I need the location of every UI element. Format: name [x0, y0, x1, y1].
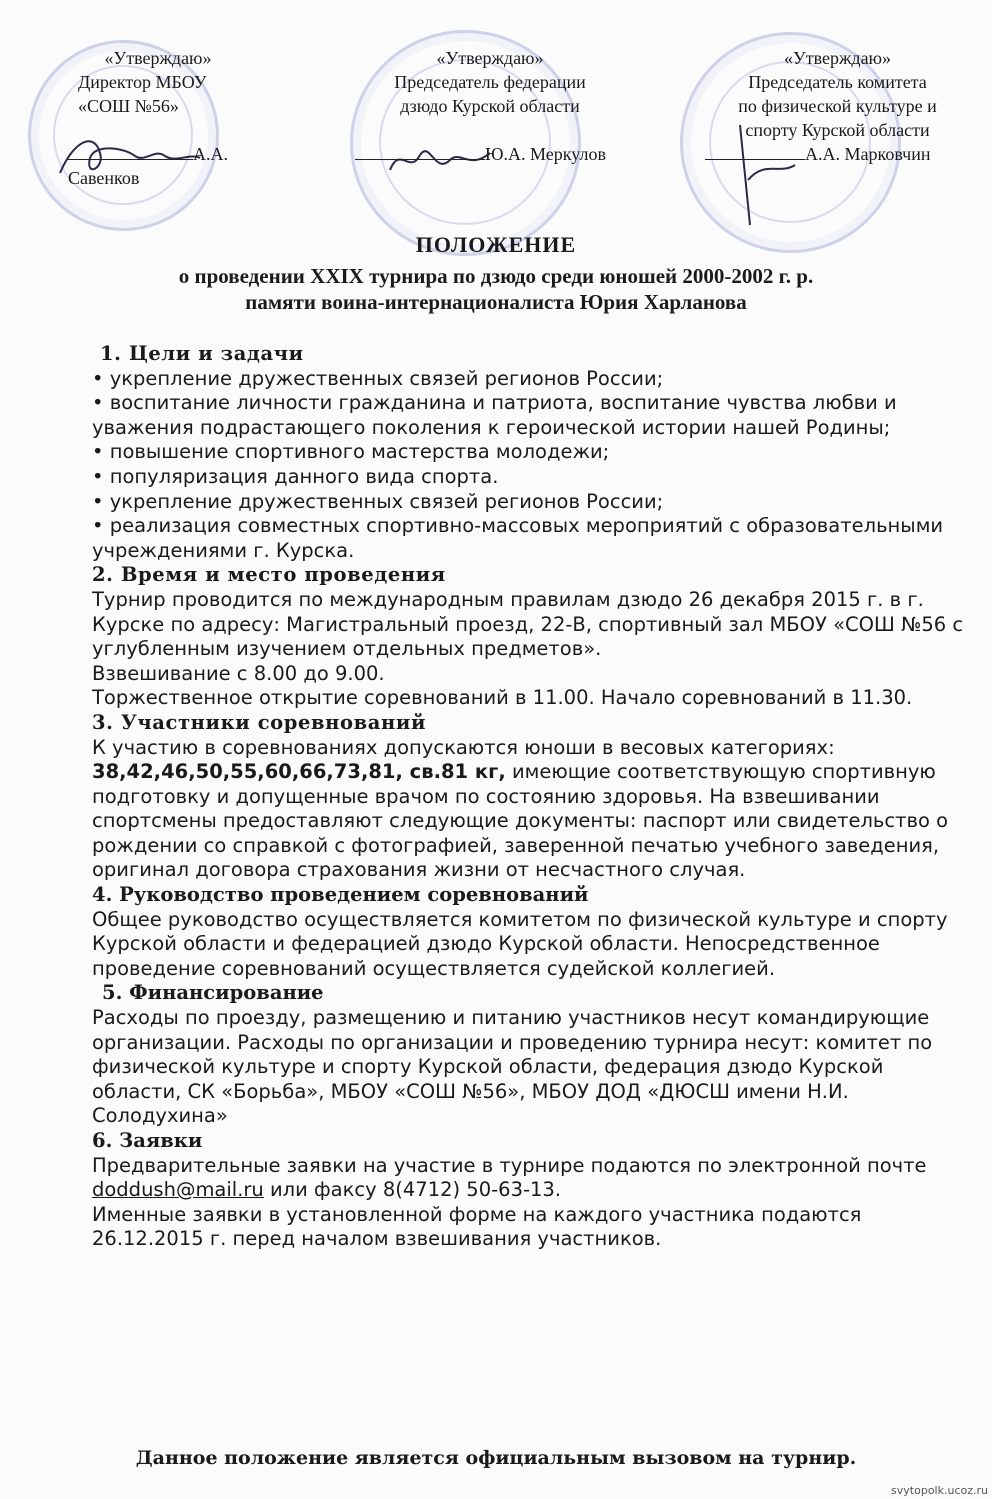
- document-subtitle-2: памяти воина-интернационалиста Юрия Харланова: [245, 290, 747, 314]
- list-item: • повышение спортивного мастерства молодежи;: [92, 440, 972, 465]
- list-item: • реализация совместных спортивно-массовых мероприятий с образовательными учреждениями г. Курска.: [92, 514, 972, 563]
- document-body: [92, 342, 972, 1252]
- list-item: • укрепление дружественных связей регионов России;: [92, 367, 972, 392]
- approval-word: «Утверждаю»: [783, 48, 892, 68]
- document-subtitle: о проведении XXIX турнира по дзюдо среди юношей 2000-2002 г. р.: [178, 264, 814, 288]
- approval-signer: А.А. Савенков: [68, 144, 228, 188]
- text-span: имеющие соответствующую спортивную подготовку и допущенные врачом по состоянию здоровья. На взвешивании спортсмены предоставляют следующие документы: паспорт или свидетельство о рождении со справкой с фотографией, заверенной печатью учебного заведения, оригинал договора страхования жизни от несчастного случая.: [92, 760, 949, 882]
- text-span: Предварительные заявки на участие в турнире подаются по электронной почте: [92, 1153, 927, 1177]
- approval-position: Председатель комитета: [748, 72, 927, 92]
- site-watermark: svytopolk.ucoz.ru: [891, 1484, 988, 1497]
- list-item: • укрепление дружественных связей регионов России;: [92, 490, 972, 515]
- paragraph: Общее руководство осуществляется комитетом по физической культуре и спорту Курской области и федерацией дзюдо Курской области. Непосредственное проведение соревнований осуществляется судейской коллегией.: [92, 907, 948, 980]
- approval-org-2: спорту Курской области: [745, 120, 930, 140]
- approval-org: «СОШ №56»: [78, 96, 179, 116]
- approval-org: по физической культуре и: [738, 96, 937, 116]
- section-heading-participants: 3. Участники соревнований: [92, 710, 427, 734]
- paragraph: [92, 1154, 972, 1203]
- list-item: • воспитание личности гражданина и патриота, воспитание чувства любви и уважения подрастающего поколения к героической истории нашей Родины;: [92, 391, 972, 440]
- section-heading-time-place: 2. Время и место проведения: [92, 563, 446, 587]
- section-heading-applications: 6. Заявки: [92, 1129, 203, 1152]
- approval-committee: [705, 46, 970, 166]
- closing-statement: Данное положение является официальным вызовом на турнир.: [135, 1447, 857, 1469]
- weight-categories: 38,42,46,50,55,60,66,73,81, св.81 кг,: [92, 760, 506, 784]
- approval-school: [48, 46, 268, 190]
- goals-list: [92, 367, 972, 564]
- section-heading-goals: 1. Цели и задачи: [100, 342, 304, 365]
- approval-position: Председатель федерации: [394, 72, 586, 92]
- section-heading-financing: 5. Финансирование: [102, 981, 324, 1005]
- email-link[interactable]: doddush@mail.ru: [92, 1178, 264, 1202]
- approval-word: «Утверждаю»: [436, 48, 544, 68]
- list-item: • популяризация данного вида спорта.: [92, 465, 972, 490]
- document-title: ПОЛОЖЕНИЕ: [415, 232, 577, 257]
- approval-position: Директор МБОУ: [78, 72, 207, 92]
- approval-signer: Ю.А. Меркулов: [485, 144, 606, 164]
- paragraph: Именные заявки в установленной форме на каждого участника подаются 26.12.2015 г. перед началом взвешивания участников.: [92, 1202, 862, 1251]
- paragraph: [92, 736, 972, 884]
- paragraph: Взвешивание с 8.00 до 9.00.: [92, 661, 385, 685]
- approval-org: дзюдо Курской области: [400, 96, 580, 116]
- approval-federation: [345, 46, 635, 166]
- paragraph: Турнир проводится по международным правилам дзюдо 26 декабря 2015 г. в г. Курске по адресу: Магистральный проезд, 22-В, спортивный зал МБОУ «СОШ №56 с углубленным изучением отдельных предметов».: [92, 587, 964, 661]
- approval-word: «Утверждаю»: [104, 48, 212, 68]
- text-span: или факсу 8(4712) 50-63-13.: [263, 1178, 562, 1202]
- approval-signer: А.А. Марковчин: [805, 144, 931, 164]
- paragraph: Торжественное открытие соревнований в 11.00. Начало соревнований в 11.30.: [92, 686, 913, 710]
- paragraph: Расходы по проезду, размещению и питанию участников несут командирующие организации. Расходы по организации и проведению турнира несут: комитет по физической культуре и спорту Курской области, федерация дзюдо Курской области, СК «Борьба», МБОУ «СОШ №56», МБОУ ДОД «ДЮСШ имени Н.И. Солодухина»: [92, 1006, 933, 1128]
- section-heading-management: 4. Руководство проведением соревнований: [92, 883, 589, 907]
- text-span: К участию в соревнованиях допускаются юноши в весовых категориях:: [92, 735, 835, 759]
